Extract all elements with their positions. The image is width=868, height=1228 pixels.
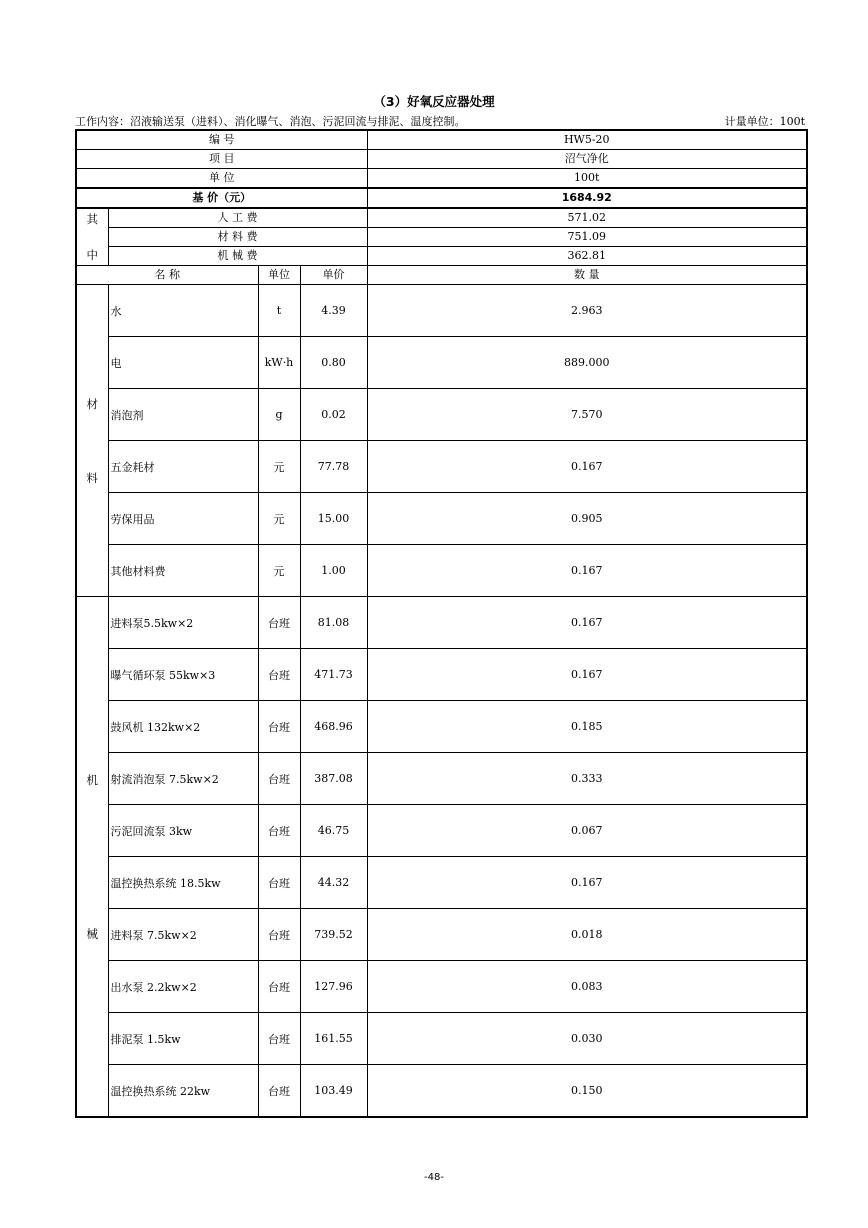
- machine-row: [76, 1065, 807, 1118]
- material-price: 0.80: [300, 337, 367, 389]
- machine-unit: 台班: [258, 805, 300, 857]
- machine-unit: 台班: [258, 597, 300, 649]
- machine-quantity: 0.185: [367, 701, 807, 753]
- material-quantity: 0.167: [367, 545, 807, 597]
- item-row: [76, 150, 807, 169]
- machine-unit: 台班: [258, 1065, 300, 1118]
- material-unit: g: [258, 389, 300, 441]
- material-unit: kW·h: [258, 337, 300, 389]
- machine-row: [76, 597, 807, 649]
- of-which-top: 其: [86, 212, 98, 226]
- material-quantity: 2.963: [367, 285, 807, 337]
- material-price: 0.02: [300, 389, 367, 441]
- material-row: [76, 493, 807, 545]
- item-label: 项 目: [76, 150, 367, 169]
- material-cost-value: 751.09: [367, 228, 807, 247]
- unit-row: [76, 169, 807, 189]
- machine-quantity: 0.018: [367, 909, 807, 961]
- labor-value: 571.02: [367, 208, 807, 228]
- machine-row: [76, 1013, 807, 1065]
- machine-group-cell: [76, 597, 108, 1118]
- machine-name: 出水泵 2.2kw×2: [108, 961, 258, 1013]
- machine-name: 温控换热系统 18.5kw: [108, 857, 258, 909]
- material-row: [76, 285, 807, 337]
- material-name: 电: [108, 337, 258, 389]
- machine-unit: 台班: [258, 753, 300, 805]
- machine-quantity: 0.030: [367, 1013, 807, 1065]
- material-name: 劳保用品: [108, 493, 258, 545]
- labor-row: [76, 208, 807, 228]
- machine-quantity: 0.067: [367, 805, 807, 857]
- material-row: [76, 545, 807, 597]
- material-price: 4.39: [300, 285, 367, 337]
- machine-unit: 台班: [258, 909, 300, 961]
- work-content-line: [75, 114, 805, 130]
- machine-name: 污泥回流泵 3kw: [108, 805, 258, 857]
- material-cost-row: [76, 228, 807, 247]
- machine-price: 46.75: [300, 805, 367, 857]
- machine-group-bottom: 械: [86, 926, 98, 941]
- material-price: 1.00: [300, 545, 367, 597]
- base-price-row: [76, 188, 807, 208]
- material-row: [76, 441, 807, 493]
- machine-price: 161.55: [300, 1013, 367, 1065]
- code-row: [76, 130, 807, 150]
- material-name: 五金耗材: [108, 441, 258, 493]
- machine-cost-label: 机 械 费: [108, 247, 367, 266]
- code-label: 编 号: [76, 130, 367, 150]
- column-name: 名 称: [76, 266, 258, 285]
- machine-row: [76, 909, 807, 961]
- base-price-label: 基 价（元）: [76, 188, 367, 208]
- machine-price: 468.96: [300, 701, 367, 753]
- machine-row: [76, 805, 807, 857]
- material-row: [76, 337, 807, 389]
- machine-cost-value: 362.81: [367, 247, 807, 266]
- machine-price: 103.49: [300, 1065, 367, 1118]
- material-quantity: 0.167: [367, 441, 807, 493]
- work-content: 工作内容：沼液输送泵（进料）、消化曝气、消泡、污泥回流与排泥、温度控制。: [75, 115, 466, 128]
- machine-name: 温控换热系统 22kw: [108, 1065, 258, 1118]
- machine-price: 387.08: [300, 753, 367, 805]
- machine-name: 射流消泡泵 7.5kw×2: [108, 753, 258, 805]
- machine-group-top: 机: [86, 772, 98, 787]
- material-row: [76, 389, 807, 441]
- of-which-bottom: 中: [86, 248, 98, 262]
- unit-label: 单 位: [76, 169, 367, 189]
- machine-unit: 台班: [258, 701, 300, 753]
- material-quantity: 0.905: [367, 493, 807, 545]
- machine-quantity: 0.083: [367, 961, 807, 1013]
- machine-name: 鼓风机 132kw×2: [108, 701, 258, 753]
- material-unit: t: [258, 285, 300, 337]
- machine-price: 44.32: [300, 857, 367, 909]
- machine-quantity: 0.167: [367, 597, 807, 649]
- machine-name: 进料泵 7.5kw×2: [108, 909, 258, 961]
- page-title: （3）好氧反应器处理: [373, 94, 495, 109]
- machine-name: 进料泵5.5kw×2: [108, 597, 258, 649]
- machine-price: 127.96: [300, 961, 367, 1013]
- material-unit: 元: [258, 441, 300, 493]
- machine-row: [76, 961, 807, 1013]
- machine-unit: 台班: [258, 857, 300, 909]
- material-cost-label: 材 料 费: [108, 228, 367, 247]
- material-group-bottom: 料: [86, 470, 98, 485]
- machine-unit: 台班: [258, 649, 300, 701]
- machine-row: [76, 857, 807, 909]
- code-value: HW5-20: [367, 130, 807, 150]
- labor-label: 人 工 费: [108, 208, 367, 228]
- page-number: -48-: [424, 1172, 444, 1183]
- machine-cost-row: [76, 247, 807, 266]
- column-price: 单价: [300, 266, 367, 285]
- material-group-cell: [76, 285, 108, 597]
- machine-name: 曝气循环泵 55kw×3: [108, 649, 258, 701]
- machine-price: 81.08: [300, 597, 367, 649]
- machine-unit: 台班: [258, 1013, 300, 1065]
- machine-unit: 台班: [258, 961, 300, 1013]
- column-header-row: [76, 266, 807, 285]
- column-unit: 单位: [258, 266, 300, 285]
- material-unit: 元: [258, 493, 300, 545]
- of-which-cell: [76, 208, 108, 266]
- base-price-value: 1684.92: [367, 188, 807, 208]
- machine-row: [76, 649, 807, 701]
- machine-row: [76, 701, 807, 753]
- material-price: 77.78: [300, 441, 367, 493]
- quota-table: [75, 129, 808, 1118]
- material-name: 消泡剂: [108, 389, 258, 441]
- machine-quantity: 0.333: [367, 753, 807, 805]
- machine-quantity: 0.150: [367, 1065, 807, 1118]
- material-name: 水: [108, 285, 258, 337]
- item-value: 沼气净化: [367, 150, 807, 169]
- material-name: 其他材料费: [108, 545, 258, 597]
- material-unit: 元: [258, 545, 300, 597]
- machine-quantity: 0.167: [367, 649, 807, 701]
- unit-value: 100t: [367, 169, 807, 189]
- machine-quantity: 0.167: [367, 857, 807, 909]
- column-quantity: 数 量: [367, 266, 807, 285]
- machine-row: [76, 753, 807, 805]
- material-price: 15.00: [300, 493, 367, 545]
- machine-price: 739.52: [300, 909, 367, 961]
- machine-price: 471.73: [300, 649, 367, 701]
- machine-name: 排泥泵 1.5kw: [108, 1013, 258, 1065]
- measurement-unit: 计量单位：100t: [724, 115, 805, 128]
- material-group-top: 材: [86, 396, 98, 411]
- material-quantity: 889.000: [367, 337, 807, 389]
- material-quantity: 7.570: [367, 389, 807, 441]
